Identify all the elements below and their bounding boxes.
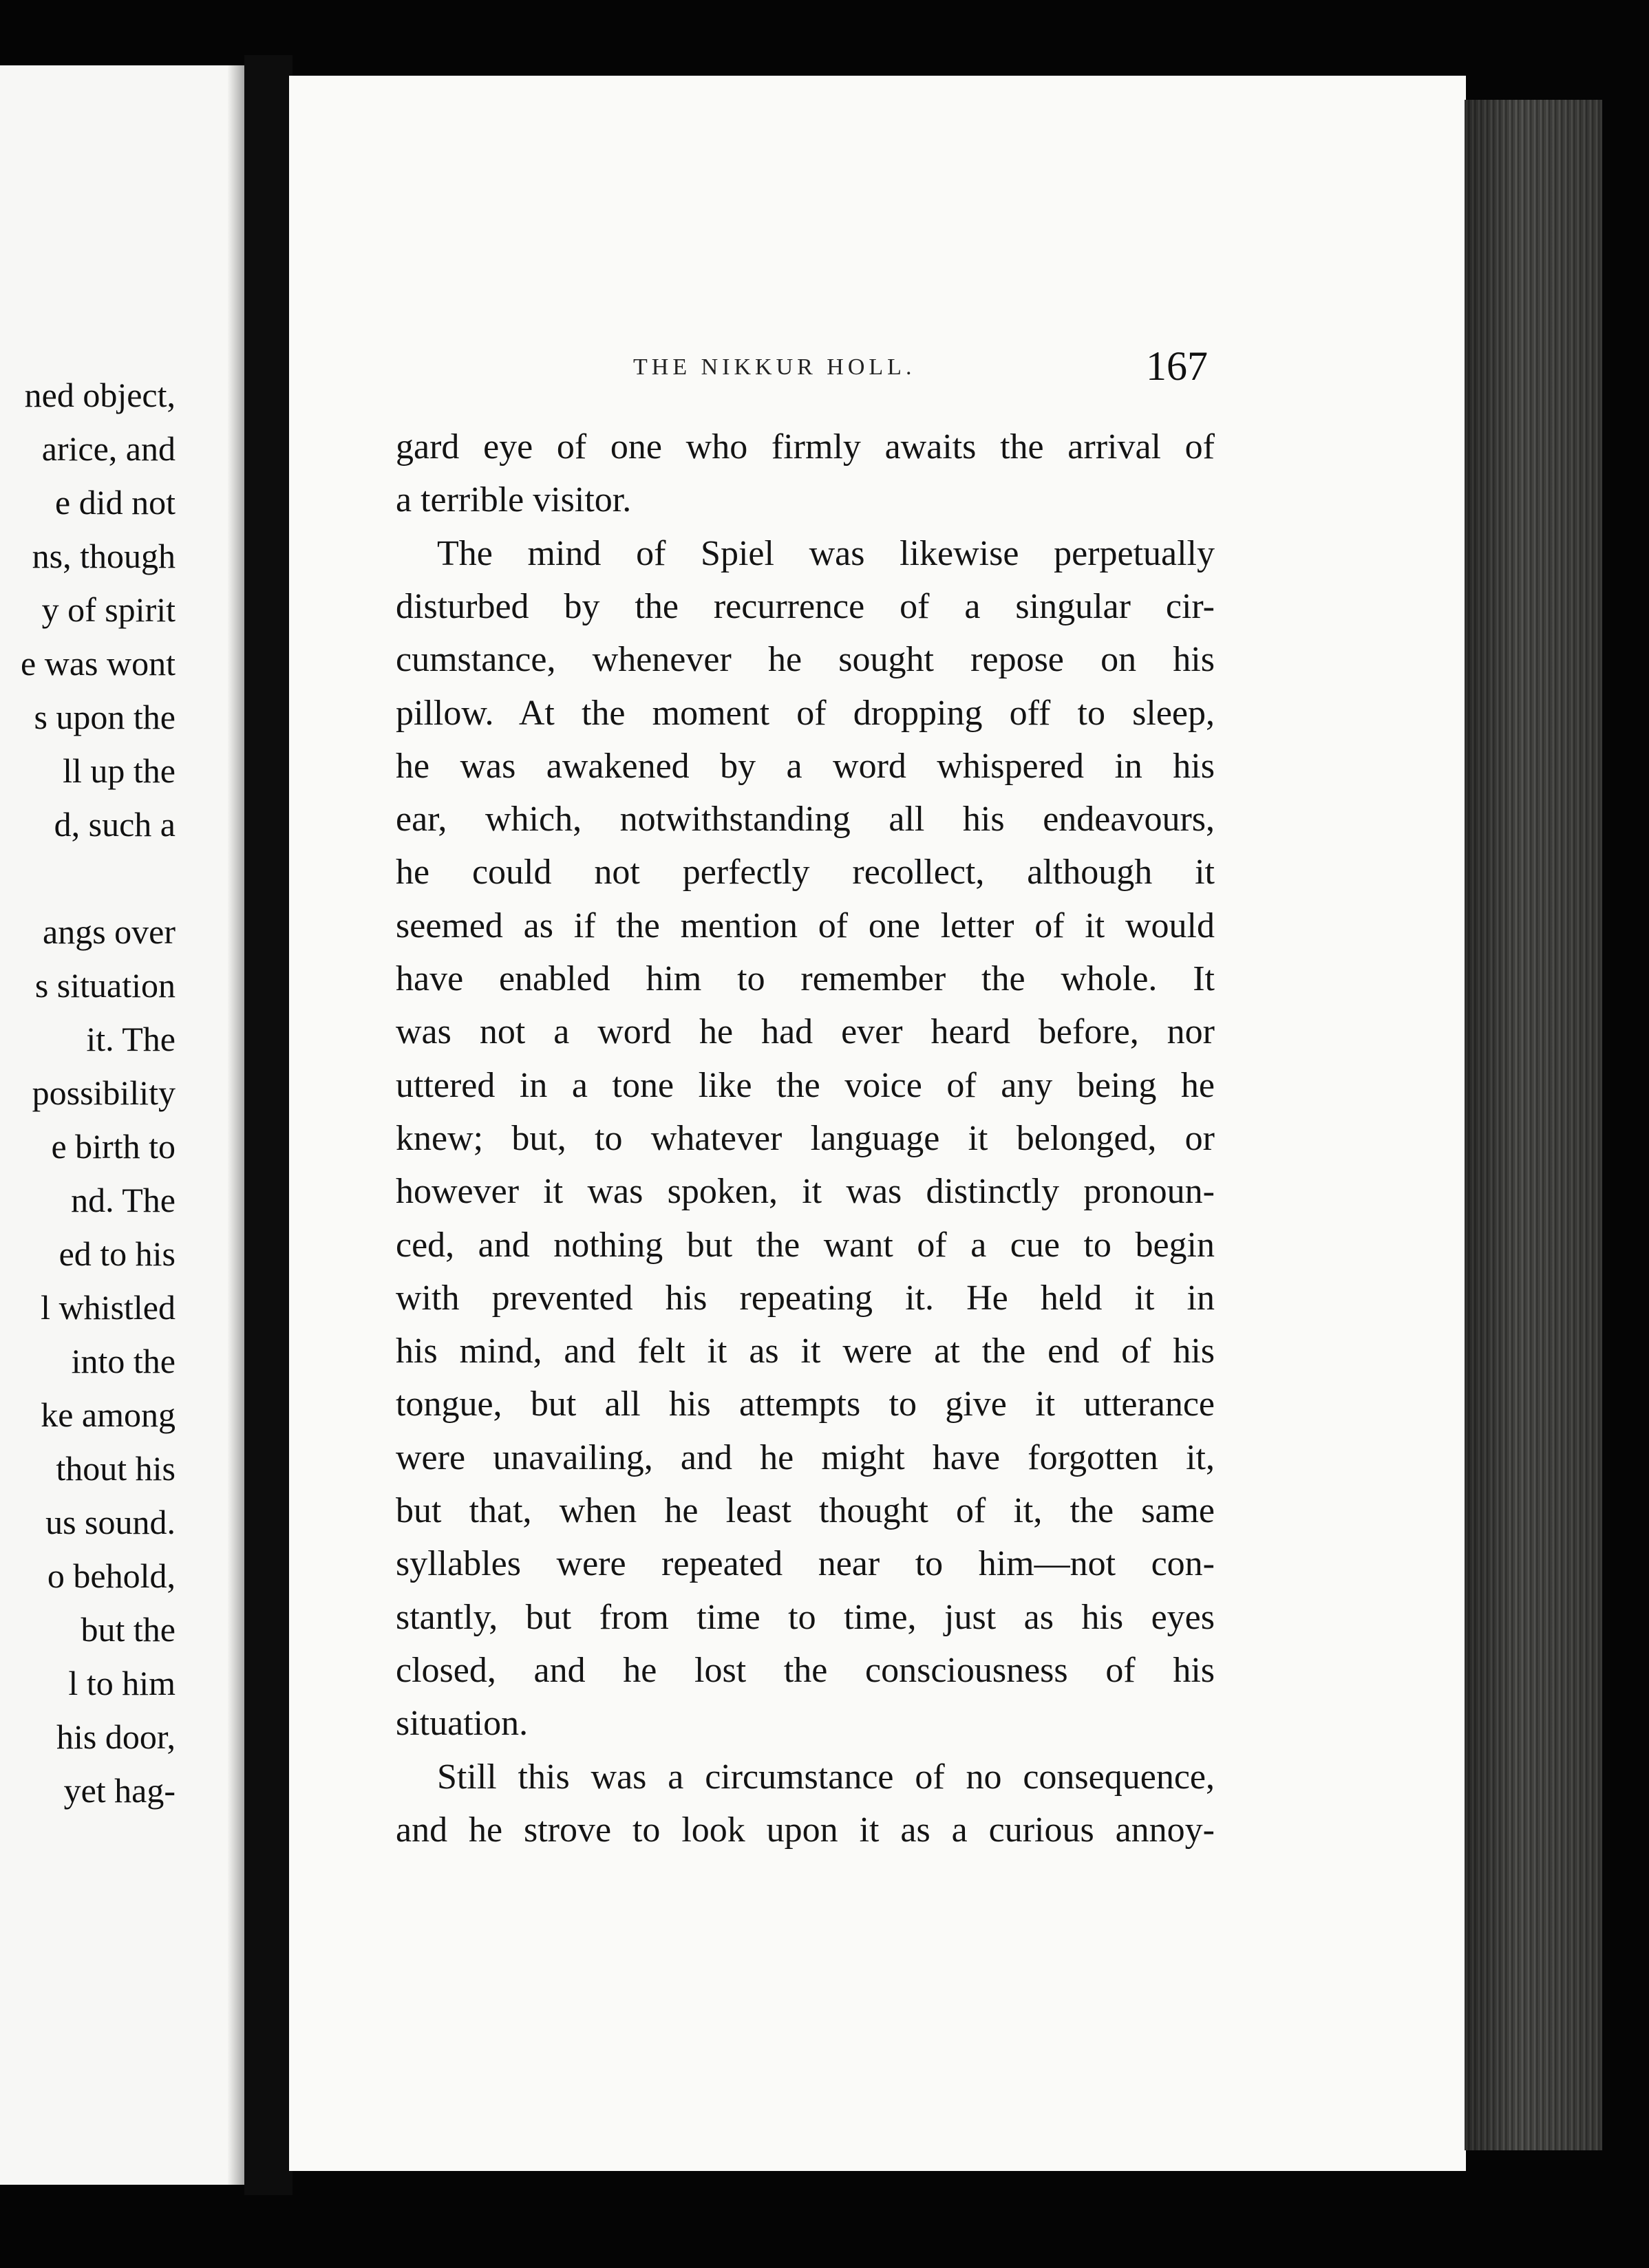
left-page-line: ed to his <box>58 1234 175 1273</box>
left-page <box>0 65 244 2185</box>
left-page-line: ns, though <box>32 537 175 575</box>
text-line: knew; but, to whatever language it belonged, or <box>396 1118 1215 1158</box>
left-page-line: ll up the <box>63 751 175 790</box>
left-page-line: it. The <box>86 1020 175 1058</box>
left-page-line: e birth to <box>51 1127 175 1166</box>
left-page-line: thout his <box>56 1449 175 1488</box>
left-page-line: ke among <box>41 1395 175 1434</box>
left-page-line: yet hag- <box>63 1771 175 1810</box>
left-page-line: d, such a <box>54 805 175 844</box>
text-line: his mind, and felt it as it were at the end of his <box>396 1331 1215 1371</box>
left-page-line: e was wont <box>21 644 175 683</box>
text-line: and he strove to look upon it as a curious annoy- <box>396 1810 1215 1850</box>
text-line: syllables were repeated near to him—not con- <box>396 1544 1215 1584</box>
text-line: situation. <box>396 1704 529 1744</box>
left-page-line: nd. The <box>71 1181 175 1219</box>
left-page-line: o behold, <box>47 1556 175 1595</box>
text-line: disturbed by the recurrence of a singular cir- <box>396 586 1215 626</box>
text-line: he could not perfectly recollect, although it <box>396 853 1215 892</box>
text-line: uttered in a tone like the voice of any being he <box>396 1065 1215 1105</box>
text-line: he was awakened by a word whispered in his <box>396 746 1215 786</box>
book-gutter <box>244 55 292 2195</box>
left-page-line: l to him <box>68 1664 175 1702</box>
text-line: was not a word he had ever heard before, nor <box>396 1012 1215 1052</box>
text-line: gard eye of one who firmly awaits the arrival of <box>396 427 1215 467</box>
left-page-line: but the <box>81 1610 175 1649</box>
text-line: however it was spoken, it was distinctly pronoun- <box>396 1172 1215 1212</box>
text-line: have enabled him to remember the whole. It <box>396 959 1215 998</box>
left-page-line: y of spirit <box>41 590 175 629</box>
left-page-line: angs over <box>43 912 175 951</box>
text-line: with prevented his repeating it. He held it in <box>396 1278 1215 1318</box>
text-line: but that, when he least thought of it, the same <box>396 1491 1215 1530</box>
book-fore-edge-shade <box>1465 100 1602 2150</box>
text-line: ced, and nothing but the want of a cue to begin <box>396 1225 1215 1265</box>
text-line: stantly, but from time to time, just as his eyes <box>396 1597 1215 1637</box>
left-page-line: s situation <box>34 966 175 1005</box>
left-page-line: e did not <box>55 483 175 522</box>
text-line: The mind of Spiel was likewise perpetually <box>437 533 1215 573</box>
text-line: closed, and he lost the consciousness of his <box>396 1650 1215 1690</box>
left-page-line: s upon the <box>34 698 175 736</box>
left-page-line: us sound. <box>45 1503 175 1541</box>
running-head: THE NIKKUR HOLL. <box>633 354 916 380</box>
left-page-line: into the <box>71 1342 175 1380</box>
left-page-line: arice, and <box>41 429 175 468</box>
page-number: 167 <box>1146 343 1208 389</box>
text-line: seemed as if the mention of one letter of it would <box>396 906 1215 945</box>
left-page-line: ned object, <box>24 376 175 414</box>
text-line: ear, which, notwithstanding all his endeavours, <box>396 800 1215 839</box>
left-page-line: possibility <box>32 1073 175 1112</box>
text-line: a terrible visitor. <box>396 480 632 520</box>
text-line: tongue, but all his attempts to give it utterance <box>396 1384 1215 1424</box>
text-line: cumstance, whenever he sought repose on his <box>396 640 1215 680</box>
text-line: were unavailing, and he might have forgotten it, <box>396 1437 1215 1477</box>
left-page-line: his door, <box>56 1718 175 1756</box>
text-line: Still this was a circumstance of no consequence, <box>437 1757 1215 1797</box>
text-line: pillow. At the moment of dropping off to sleep, <box>396 693 1215 733</box>
left-page-line: l whistled <box>41 1288 175 1327</box>
